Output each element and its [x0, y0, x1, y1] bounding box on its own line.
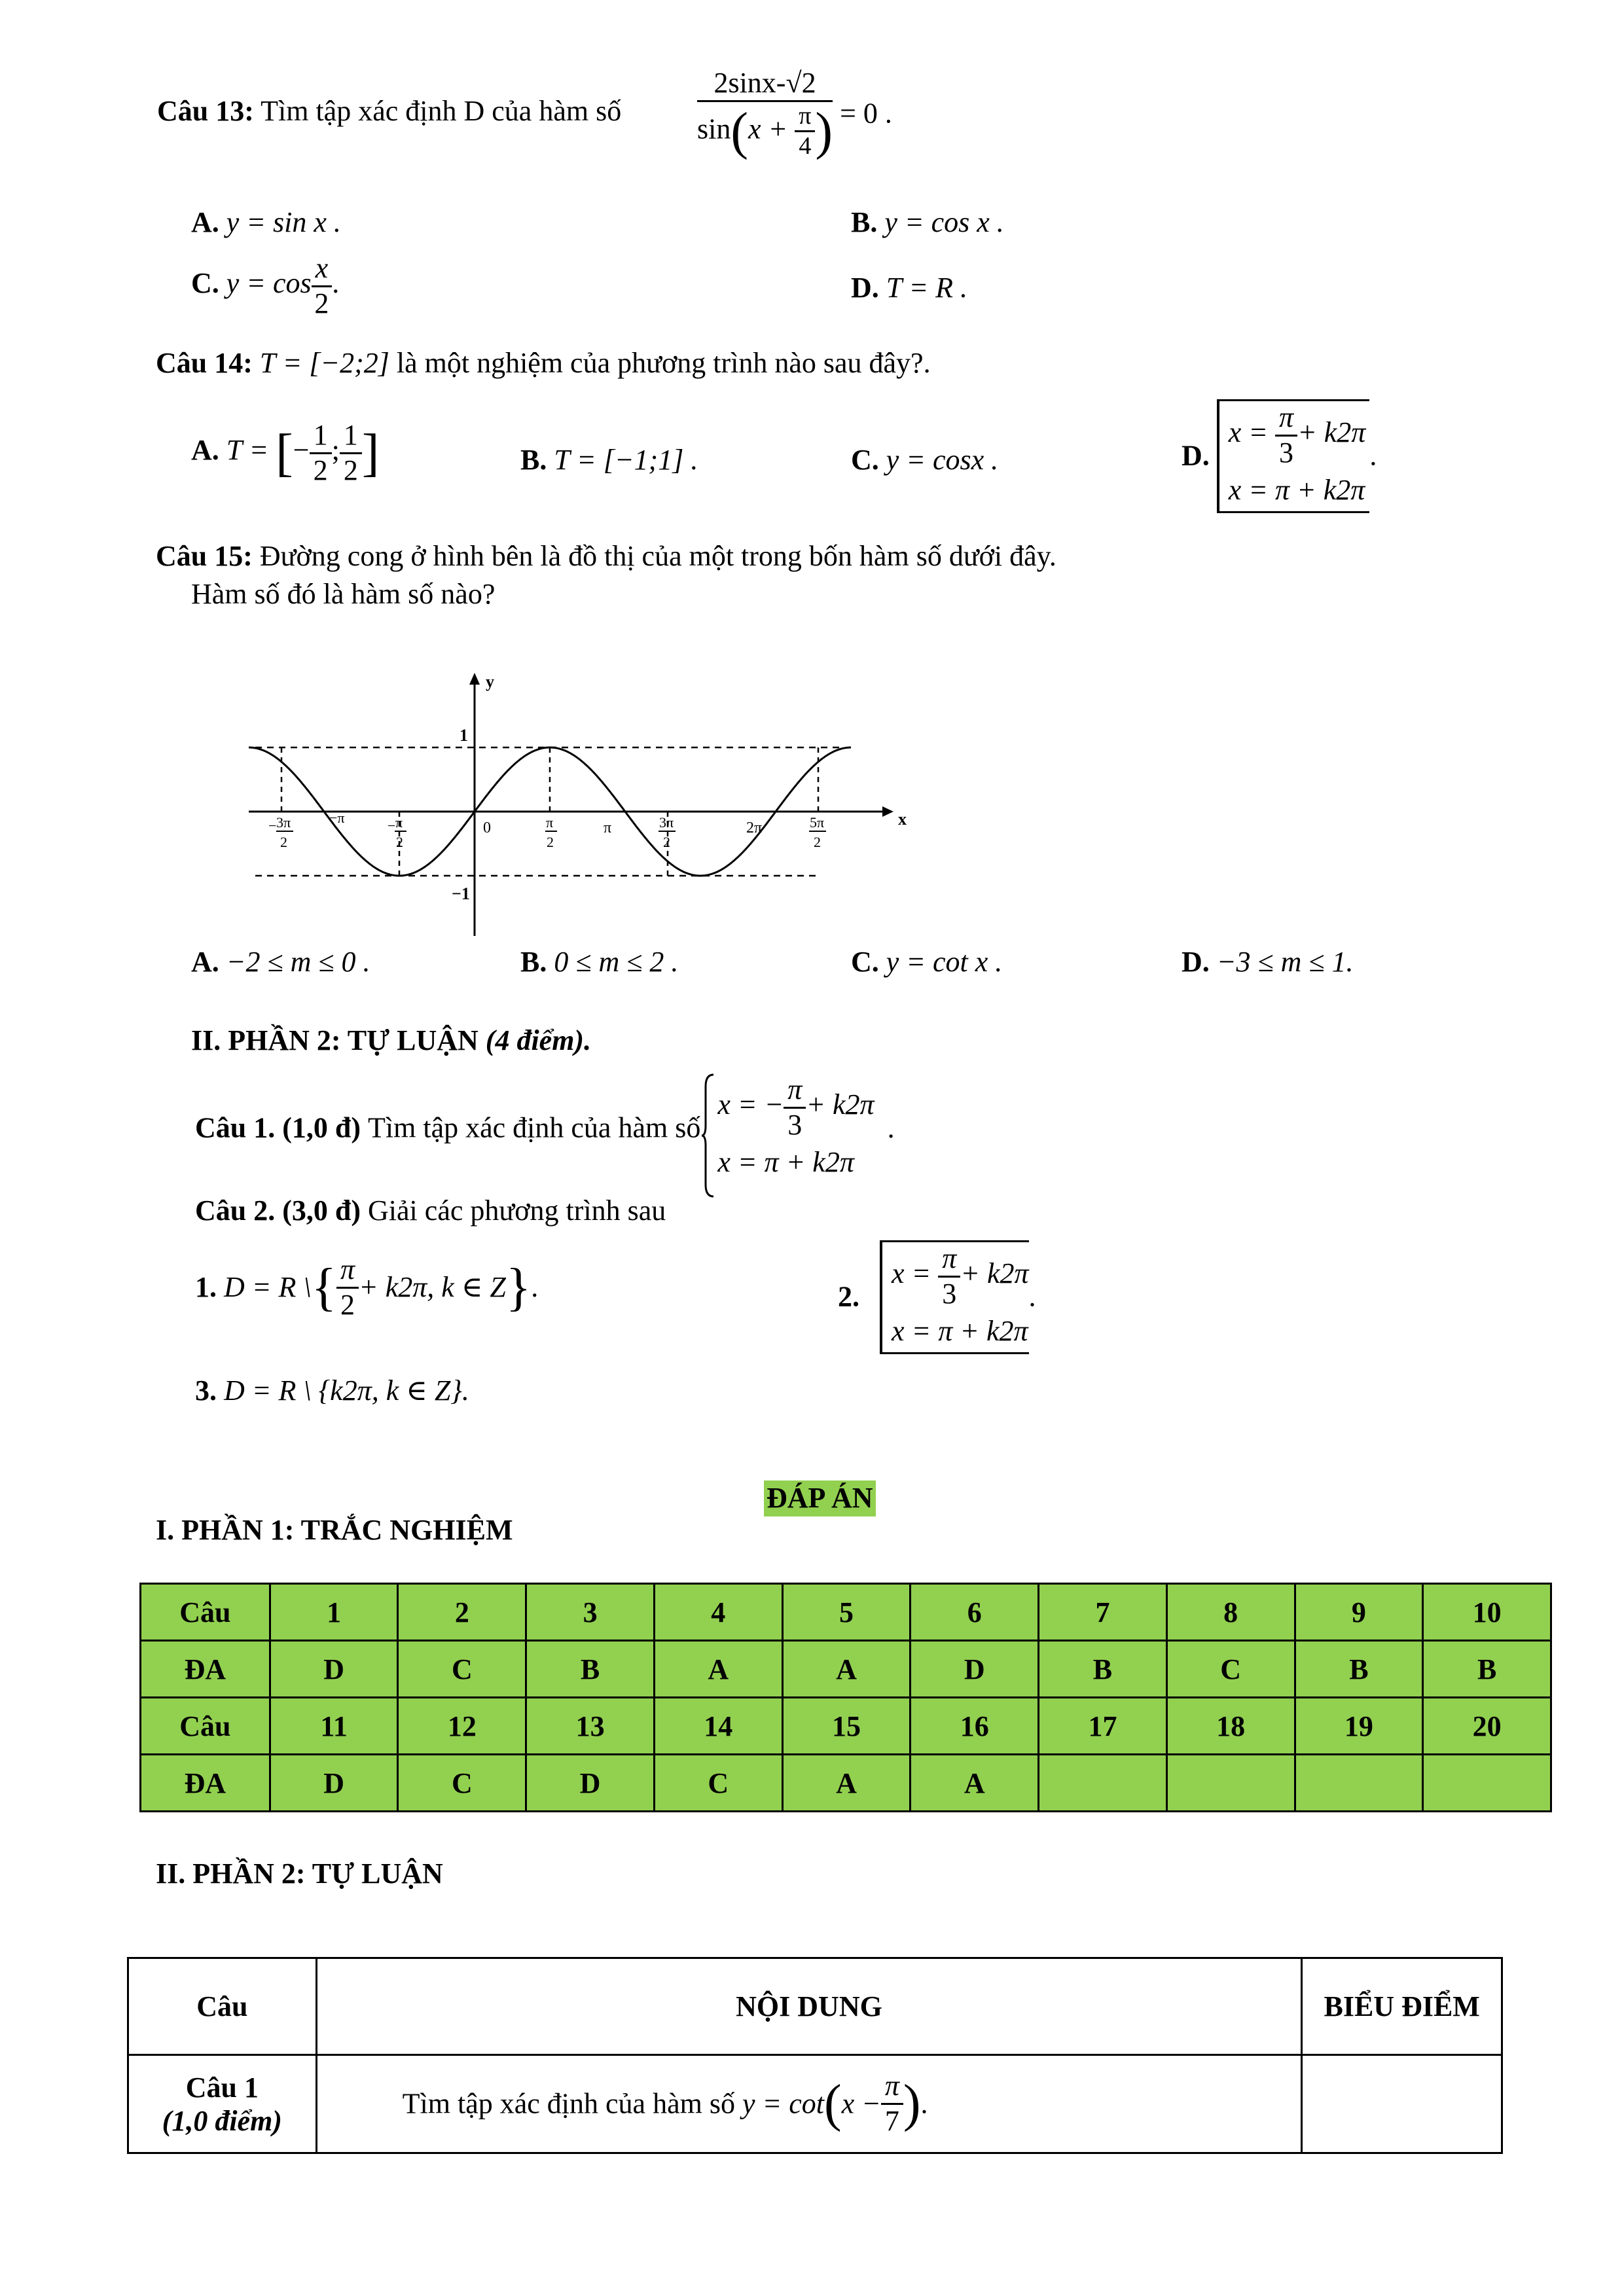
answer-key-row-header: ĐA — [141, 1755, 270, 1812]
rubric-head-points: BIỂU ĐIỂM — [1302, 1958, 1502, 2055]
svg-text:3π: 3π — [276, 814, 291, 831]
svg-text:5π: 5π — [810, 814, 825, 831]
answer-key-cell: A — [654, 1641, 782, 1698]
x-axis-label: x — [898, 810, 907, 829]
q13-option-a: A. y = sin x . — [191, 206, 341, 238]
answer-key-cell: D — [270, 1641, 398, 1698]
q14-option-d: D. x = $\frac{\pi}{3}$ + k2π x = π + k2π . — [1182, 399, 1377, 513]
svg-text:−: − — [388, 817, 396, 834]
q15-line2: Hàm số đó là hàm số nào? — [191, 578, 496, 610]
part2-title: II. PHẦN 2: TỰ LUẬN (4 điểm). — [191, 1024, 592, 1056]
y-tick-1: 1 — [460, 726, 468, 745]
svg-text:2: 2 — [280, 834, 287, 850]
q13-label: Câu 13: — [157, 95, 254, 127]
answer-key-cell — [1423, 1755, 1551, 1812]
svg-text:2: 2 — [396, 834, 403, 850]
rubric-head-content: NỘI DUNG — [316, 1958, 1302, 2055]
answer-key-table — [139, 1583, 1552, 1812]
q15-line1: Câu 15: Đường cong ở hình bên là đồ thị của một trong bốn hàm số dưới đây. — [156, 540, 1056, 572]
answer-key-cell: B — [1295, 1641, 1423, 1698]
q13-option-c: C. y = cos $\frac{x}{2}$ . — [191, 252, 340, 319]
part2-eq1: 1. D = R \{ $\frac{\pi}{2}$ + k2π, k ∈ Z}. — [195, 1253, 539, 1321]
answer-key-cell: B — [526, 1641, 655, 1698]
answer-key-cell: 20 — [1423, 1698, 1551, 1755]
q14-line — [156, 347, 931, 380]
answer-key-cell: 5 — [782, 1584, 911, 1641]
answer-key-cell: 1 — [270, 1584, 398, 1641]
answer-key-cell: 16 — [911, 1698, 1039, 1755]
part2-eq2: 2. x = $\frac{\pi}{3}$ + k2π x = π + k2π . — [838, 1240, 1036, 1354]
q15-option-d: D. −3 ≤ m ≤ 1. — [1182, 946, 1354, 978]
answer-key-cell: 15 — [782, 1698, 911, 1755]
answer-title: ĐÁP ÁN — [764, 1480, 876, 1516]
q13-fraction — [697, 67, 892, 161]
answer-key-cell: 13 — [526, 1698, 655, 1755]
answer-key-cell: 12 — [398, 1698, 526, 1755]
q14-option-a: A. T = [− $\frac{1}{2}$ ; $\frac{1}{2}$ ] — [191, 419, 380, 486]
x-tick-5pi-2 — [809, 814, 826, 850]
y-tick-neg1: −1 — [452, 884, 470, 903]
answer-key-cell: C — [398, 1641, 526, 1698]
answer-key-row-header: Câu — [141, 1698, 270, 1755]
answer-key-cell — [1039, 1755, 1167, 1812]
answer-key-cell: A — [782, 1641, 911, 1698]
answer-key-cell: 19 — [1295, 1698, 1423, 1755]
q14-option-b: B. T = [−1;1] . — [520, 444, 698, 476]
q15-option-b: B. 0 ≤ m ≤ 2 . — [520, 946, 679, 978]
answer-key-cell: 8 — [1166, 1584, 1295, 1641]
answer-key-cell: B — [1423, 1641, 1551, 1698]
q13-equals: = 0 . — [840, 97, 892, 130]
part2-c1: Câu 1. (1,0 đ) Tìm tập xác định của hàm số x = − $\frac{\pi}{3}$ + k2π x = π + k2π . — [195, 1073, 895, 1183]
q14-expr: T = [−2;2] — [259, 347, 389, 379]
answer-key-row-header: ĐA — [141, 1641, 270, 1698]
answer-key-cell: 7 — [1039, 1584, 1167, 1641]
q13-line — [157, 95, 621, 128]
y-axis-label: y — [486, 672, 494, 691]
origin-label: 0 — [483, 819, 491, 836]
answer-key-row — [141, 1641, 1551, 1698]
part2-eq3: 3. D = R \ {k2π, k ∈ Z}. — [195, 1374, 469, 1407]
answer-key-cell: 14 — [654, 1698, 782, 1755]
x-tick-pi-2 — [545, 814, 557, 850]
x-tick-neg-pi: −π — [329, 810, 345, 826]
q13-text: Tìm tập xác định D của hàm số — [261, 95, 622, 127]
q14-label: Câu 14: — [156, 347, 253, 379]
answer-key-cell: B — [1039, 1641, 1167, 1698]
answer-key-cell: 6 — [911, 1584, 1039, 1641]
answer-key-cell: D — [270, 1755, 398, 1812]
answer-key-row — [141, 1698, 1551, 1755]
q13-option-b: B. y = cos x . — [851, 206, 1004, 238]
svg-text:−: − — [268, 817, 277, 834]
answer-part1-title: I. PHẦN 1: TRẮC NGHIỆM — [156, 1514, 513, 1546]
q15-option-a: A. −2 ≤ m ≤ 0 . — [191, 946, 370, 978]
x-tick-neg-pi-2 — [388, 814, 406, 850]
answer-key-cell: 9 — [1295, 1584, 1423, 1641]
answer-key-cell — [1166, 1755, 1295, 1812]
rubric-c1-points — [1302, 2055, 1502, 2153]
answer-key-row — [141, 1755, 1551, 1812]
rubric-c1-content: Tìm tập xác định của hàm số y = cot(x − $\frac{\pi}{7}$ ). — [316, 2055, 1302, 2153]
answer-key-cell: 17 — [1039, 1698, 1167, 1755]
answer-key-row-header: Câu — [141, 1584, 270, 1641]
answer-key-cell — [1295, 1755, 1423, 1812]
svg-text:π: π — [395, 814, 403, 831]
essay-rubric-table — [127, 1957, 1503, 2154]
q13-numerator: 2sinx-√2 — [697, 67, 833, 102]
answer-part2-title: II. PHẦN 2: TỰ LUẬN — [156, 1857, 443, 1890]
answer-key-cell: C — [398, 1755, 526, 1812]
x-tick-pi: π — [604, 819, 612, 836]
answer-key-cell: C — [654, 1755, 782, 1812]
sine-graph — [242, 668, 916, 942]
x-tick-neg-3pi-2 — [268, 814, 293, 850]
y-axis-arrow — [469, 673, 480, 685]
q15-option-c: C. y = cot x . — [851, 946, 1003, 978]
answer-key-row — [141, 1584, 1551, 1641]
answer-key-cell: A — [782, 1755, 911, 1812]
answer-key-cell: 3 — [526, 1584, 655, 1641]
svg-text:2: 2 — [663, 834, 670, 850]
q13-option-d: D. T = R . — [851, 272, 968, 304]
answer-key-cell: A — [911, 1755, 1039, 1812]
answer-key-cell: 2 — [398, 1584, 526, 1641]
q15-label: Câu 15: — [156, 540, 253, 572]
answer-key-cell: 11 — [270, 1698, 398, 1755]
answer-key-cell: 4 — [654, 1584, 782, 1641]
rubric-c1-cell: Câu 1 (1,0 điểm) — [128, 2055, 317, 2153]
answer-key-cell: 18 — [1166, 1698, 1295, 1755]
q14-option-c: C. y = cosx . — [851, 444, 999, 476]
answer-key-cell: D — [911, 1641, 1039, 1698]
part2-c2: Câu 2. (3,0 đ) Giải các phương trình sau — [195, 1194, 666, 1227]
x-tick-2pi: 2π — [746, 819, 763, 836]
answer-key-cell: 10 — [1423, 1584, 1551, 1641]
x-axis-arrow — [882, 806, 893, 817]
answer-key-cell: C — [1166, 1641, 1295, 1698]
svg-text:3π: 3π — [659, 814, 674, 831]
svg-text:2: 2 — [547, 834, 554, 850]
rubric-head-cau: Câu — [128, 1958, 317, 2055]
answer-key-cell: D — [526, 1755, 655, 1812]
svg-text:2: 2 — [814, 834, 821, 850]
q13-denominator: sin(x + $\frac{\pi}{4}$ ) — [697, 101, 833, 160]
q14-text: là một nghiệm của phương trình nào sau đây?. — [396, 347, 931, 379]
svg-text:π: π — [546, 814, 554, 831]
